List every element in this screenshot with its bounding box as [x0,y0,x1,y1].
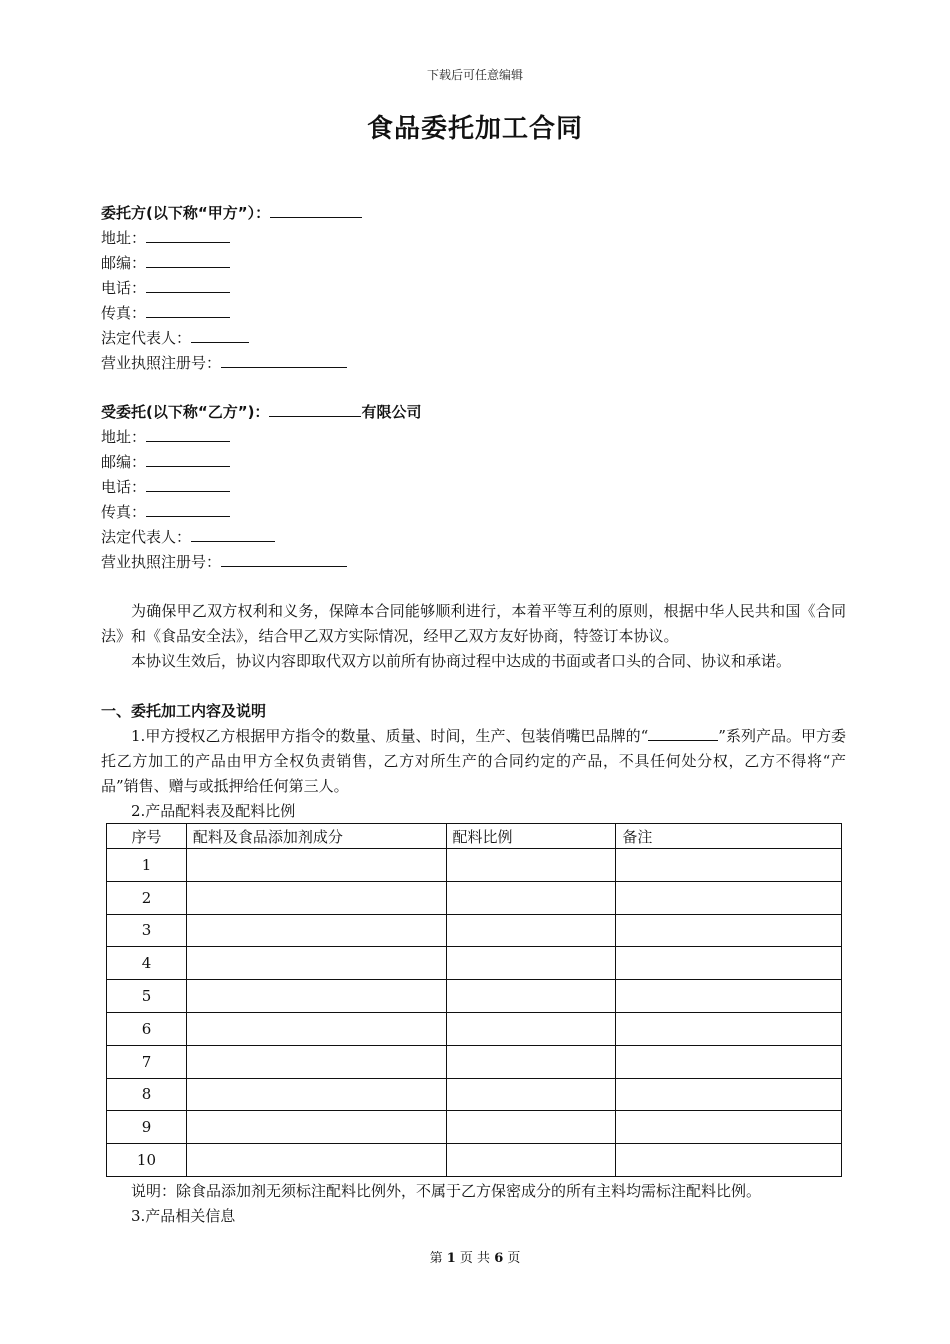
table-header-row [107,824,842,849]
party-b-legal-rep-blank [191,527,275,542]
ratio-cell[interactable] [446,849,616,882]
row-number: 2 [107,881,187,914]
section-1-item-1 [101,724,846,799]
table-row [107,849,842,882]
party-b-heading-label: 受委托(以下称“乙方”)： [101,403,270,421]
party-a-license-label: 营业执照注册号： [101,354,222,372]
party-b-phone [101,477,230,497]
party-b-license [101,552,347,572]
party-a-address-blank [146,228,230,243]
party-b-fax [101,502,230,522]
row-number: 5 [107,980,187,1013]
row-number: 7 [107,1045,187,1078]
party-b-fax-blank [146,502,230,517]
party-a-phone-label: 电话： [101,279,147,297]
section-1-item-2: 2.产品配料表及配料比例 [131,802,296,820]
party-a-fax-label: 传真： [101,304,147,322]
party-a-legal-rep-label: 法定代表人： [101,329,192,347]
party-a-fax [101,303,230,323]
item-1-text-before: 1.甲方授权乙方根据甲方指令的数量、质量、时间，生产、包装俏嘴巴品牌的“ [131,727,649,745]
remarks-cell[interactable] [616,947,842,980]
header-ratio: 配料比例 [446,824,616,849]
section-1-heading: 一、委托加工内容及说明 [101,702,267,720]
party-a-address [101,228,230,248]
table-row [107,1012,842,1045]
header-seq: 序号 [107,824,187,849]
party-a-license-blank [221,353,347,368]
party-a-name-blank [270,203,362,218]
row-number: 9 [107,1111,187,1144]
remarks-cell[interactable] [616,849,842,882]
ingredient-cell[interactable] [186,980,446,1013]
party-b-license-label: 营业执照注册号： [101,553,222,571]
ratio-cell[interactable] [446,1078,616,1111]
party-b-postcode-blank [146,452,230,467]
ratio-cell[interactable] [446,881,616,914]
header-ingredients: 配料及食品添加剂成分 [186,824,446,849]
party-b-license-blank [221,552,347,567]
ratio-cell[interactable] [446,947,616,980]
ingredient-cell[interactable] [186,1111,446,1144]
remarks-cell[interactable] [616,881,842,914]
party-b-name-blank [269,402,361,417]
item-1-text-after: ”系列产品。甲方委托乙方加工的产品由甲方全权负责销售，乙方对所生产的合同约定的产品，不具任何处分权，乙方不得将“产品”销售、赠与或抵押给任何第三人。 [101,727,847,795]
party-a-phone-blank [146,278,230,293]
remarks-cell[interactable] [616,1045,842,1078]
party-a-legal-rep [101,328,249,348]
party-a-heading [101,203,362,223]
row-number: 8 [107,1078,187,1111]
ingredient-cell[interactable] [186,1045,446,1078]
document-title: 食品委托加工合同 [366,114,583,144]
party-b-phone-label: 电话： [101,478,147,496]
party-b-legal-rep-label: 法定代表人： [101,528,192,546]
section-1-item-3: 3.产品相关信息 [131,1207,236,1225]
ratio-cell[interactable] [446,1144,616,1177]
table-row [107,1045,842,1078]
brand-series-blank [648,726,718,741]
footer-middle: 页 共 [459,1251,491,1266]
party-b-heading [101,402,421,422]
table-row [107,1144,842,1177]
page-footer [0,1247,950,1266]
party-b-postcode-label: 邮编： [101,453,147,471]
ingredient-cell[interactable] [186,1144,446,1177]
party-a-postcode-label: 邮编： [101,254,147,272]
table-row [107,947,842,980]
party-b-phone-blank [146,477,230,492]
table-row [107,881,842,914]
ratio-cell[interactable] [446,914,616,947]
table-row [107,914,842,947]
ingredient-table [106,823,842,1177]
party-a-phone [101,278,230,298]
party-a-address-label: 地址： [101,229,147,247]
ingredient-cell[interactable] [186,881,446,914]
footer-total-pages: 6 [494,1251,504,1266]
ingredient-cell[interactable] [186,1078,446,1111]
row-number: 6 [107,1012,187,1045]
table-row [107,1111,842,1144]
ingredient-cell[interactable] [186,1012,446,1045]
party-b-address [101,427,230,447]
remarks-cell[interactable] [616,1144,842,1177]
ingredient-cell[interactable] [186,947,446,980]
footer-prefix: 第 [429,1251,443,1266]
ratio-cell[interactable] [446,1111,616,1144]
row-number: 3 [107,914,187,947]
footer-page-number: 1 [446,1251,456,1266]
row-number: 4 [107,947,187,980]
header-note: 下载后可任意编辑 [426,68,523,82]
party-a-legal-rep-blank [191,328,249,343]
party-b-postcode [101,452,230,472]
header-remarks: 备注 [616,824,842,849]
party-a-fax-blank [146,303,230,318]
ratio-cell[interactable] [446,1012,616,1045]
party-a-postcode-blank [146,253,230,268]
table-row [107,980,842,1013]
remarks-cell[interactable] [616,1111,842,1144]
party-b-address-blank [146,427,230,442]
remarks-cell[interactable] [616,1078,842,1111]
party-a-postcode [101,253,230,273]
footer-suffix: 页 [507,1251,521,1266]
preamble-paragraph-1: 为确保甲乙双方权利和义务，保障本合同能够顺利进行，本着平等互利的原则，根据中华人民共和国《合同法》和《食品安全法》，结合甲乙双方实际情况，经甲乙双方友好协商，特签订本协议。 [101,602,846,645]
table-note: 说明：除食品添加剂无须标注配料比例外，不属于乙方保密成分的所有主料均需标注配料比例。 [131,1182,762,1200]
party-a-heading-label: 委托方(以下称“甲方”）： [101,204,271,222]
party-b-heading-suffix: 有限公司 [361,403,422,421]
party-a-license [101,353,347,373]
row-number: 10 [107,1144,187,1177]
ingredient-cell[interactable] [186,914,446,947]
remarks-cell[interactable] [616,914,842,947]
row-number: 1 [107,849,187,882]
ratio-cell[interactable] [446,1045,616,1078]
party-b-address-label: 地址： [101,428,147,446]
ratio-cell[interactable] [446,980,616,1013]
ingredient-cell[interactable] [186,849,446,882]
remarks-cell[interactable] [616,980,842,1013]
table-row [107,1078,842,1111]
party-b-fax-label: 传真： [101,503,147,521]
party-b-legal-rep [101,527,275,547]
remarks-cell[interactable] [616,1012,842,1045]
preamble-paragraph-2: 本协议生效后，协议内容即取代双方以前所有协商过程中达成的书面或者口头的合同、协议和承诺。 [131,652,792,670]
